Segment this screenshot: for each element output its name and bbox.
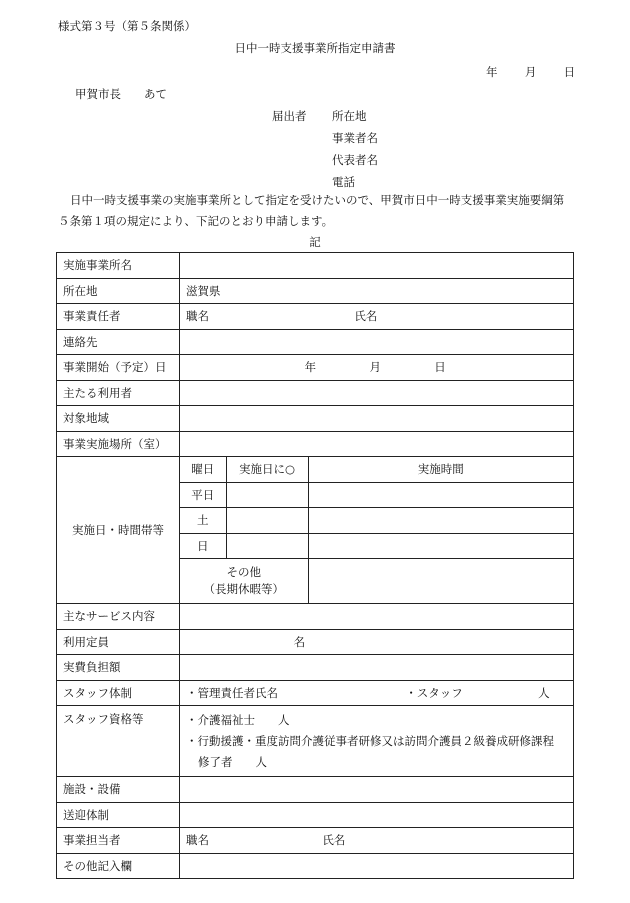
main-users-field[interactable] (180, 380, 574, 406)
qualifications-field[interactable] (180, 706, 574, 777)
location-label: 事業実施場所（室） (57, 431, 180, 457)
capacity-field[interactable] (180, 629, 574, 655)
schedule-row-weekday: 平日 (180, 482, 226, 508)
applicant-business-name: 事業者名 (332, 131, 378, 145)
start-date-field[interactable] (180, 355, 574, 381)
table-row (57, 355, 574, 381)
qualification-completed: 修了者 人 (198, 754, 267, 769)
date-year: 年 (486, 65, 498, 79)
table-row (57, 828, 574, 854)
addressee: 甲賀市長 あて (75, 87, 167, 101)
table-row (57, 680, 574, 706)
other-notes-field[interactable] (180, 853, 574, 879)
table-row (180, 482, 573, 508)
person-position-label: 職名 (186, 833, 209, 848)
table-row (180, 559, 573, 604)
date-day: 日 (563, 65, 576, 79)
capacity-label: 利用定員 (57, 629, 180, 655)
table-row (57, 431, 574, 457)
table-row (57, 406, 574, 432)
contact-label: 連絡先 (57, 329, 180, 355)
staff-unit: 人 (538, 685, 550, 700)
person-in-charge-field[interactable] (180, 828, 574, 854)
address-field[interactable] (180, 278, 574, 304)
services-label: 主なサービス内容 (57, 604, 180, 630)
contact-field[interactable] (180, 329, 574, 355)
manager-name-label: 氏名 (354, 309, 378, 324)
document-title: 日中一時支援事業所指定申請書 (234, 41, 396, 55)
table-row (57, 604, 574, 630)
ki-marker: 記 (309, 235, 321, 249)
sunday-mark-field[interactable] (226, 533, 308, 559)
schedule-row-sunday: 日 (180, 533, 226, 559)
services-field[interactable] (180, 604, 574, 630)
qualification-training: ・行動援護・重度訪問介護従事者研修又は訪問介護員２級養成研修課程 (186, 733, 554, 748)
transport-field[interactable] (180, 802, 574, 828)
start-day-label: 日 (434, 360, 446, 375)
address-prefecture: 滋賀県 (186, 283, 221, 298)
application-statement: 日中一時支援事業の実施事業所として指定を受けたいので、甲賀市日中一時支援事業実施要綱第５条第１項の規定により、下記のとおり申請します。 (58, 193, 565, 228)
table-row (57, 629, 574, 655)
table-row (180, 457, 573, 482)
weekday-mark-field[interactable] (226, 482, 308, 508)
table-row (57, 278, 574, 304)
schedule-table (180, 457, 573, 603)
schedule-label: 実施日・時間帯等 (57, 457, 180, 604)
facilities-field[interactable] (180, 777, 574, 803)
start-year-label: 年 (304, 360, 317, 375)
schedule-other-line1: その他 (226, 565, 261, 579)
table-row (57, 853, 574, 879)
facility-name-field[interactable] (180, 253, 574, 279)
cost-label: 実費負担額 (57, 655, 180, 681)
table-row (57, 304, 574, 330)
weekday-time-field[interactable] (308, 482, 573, 508)
table-row (57, 802, 574, 828)
table-row (57, 253, 574, 279)
capacity-unit: 名 (293, 634, 306, 649)
start-date-label: 事業開始（予定）日 (57, 355, 180, 381)
date-line (486, 64, 575, 80)
table-row (57, 329, 574, 355)
schedule-row-other (180, 559, 308, 604)
schedule-cell (180, 457, 574, 604)
table-row (57, 655, 574, 681)
staff-manager-label: ・管理責任者氏名 (186, 685, 278, 700)
saturday-time-field[interactable] (308, 508, 573, 534)
date-month: 月 (524, 65, 537, 79)
manager-field[interactable] (180, 304, 574, 330)
staff-label: スタッフ体制 (57, 680, 180, 706)
table-row (180, 508, 573, 534)
target-area-field[interactable] (180, 406, 574, 432)
manager-label: 事業責任者 (57, 304, 180, 330)
schedule-col-mark: 実施日に○ (226, 457, 308, 482)
qualifications-label: スタッフ資格等 (57, 706, 180, 777)
form-number: 様式第３号（第５条関係） (58, 19, 196, 33)
address-label: 所在地 (57, 278, 180, 304)
manager-position-label: 職名 (186, 309, 209, 324)
person-in-charge-label: 事業担当者 (57, 828, 180, 854)
applicant-address: 所在地 (332, 109, 367, 123)
cost-field[interactable] (180, 655, 574, 681)
staff-field[interactable] (180, 680, 574, 706)
facility-name-label: 実施事業所名 (57, 253, 180, 279)
main-users-label: 主たる利用者 (57, 380, 180, 406)
location-field[interactable] (180, 431, 574, 457)
facilities-label: 施設・設備 (57, 777, 180, 803)
sunday-time-field[interactable] (308, 533, 573, 559)
table-row (57, 457, 574, 604)
application-table (56, 252, 574, 879)
schedule-col-day: 曜日 (180, 457, 226, 482)
applicant-phone: 電話 (332, 175, 355, 189)
staff-staff-label: ・スタッフ (405, 685, 463, 700)
table-row (180, 533, 573, 559)
transport-label: 送迎体制 (57, 802, 180, 828)
other-notes-label: その他記入欄 (57, 853, 180, 879)
applicant-representative: 代表者名 (332, 153, 378, 167)
saturday-mark-field[interactable] (226, 508, 308, 534)
qualification-care-worker: ・介護福祉士 人 (186, 712, 290, 727)
person-name-label: 氏名 (322, 833, 346, 848)
start-month-label: 月 (369, 360, 381, 375)
table-row (57, 706, 574, 777)
other-time-field[interactable] (308, 559, 573, 604)
schedule-other-line2: （長期休暇等） (203, 582, 284, 596)
target-area-label: 対象地域 (57, 406, 180, 432)
table-row (57, 380, 574, 406)
applicant-label: 届出者 (272, 109, 307, 123)
schedule-col-time: 実施時間 (308, 457, 573, 482)
table-row (57, 777, 574, 803)
schedule-row-saturday: 土 (180, 508, 226, 534)
